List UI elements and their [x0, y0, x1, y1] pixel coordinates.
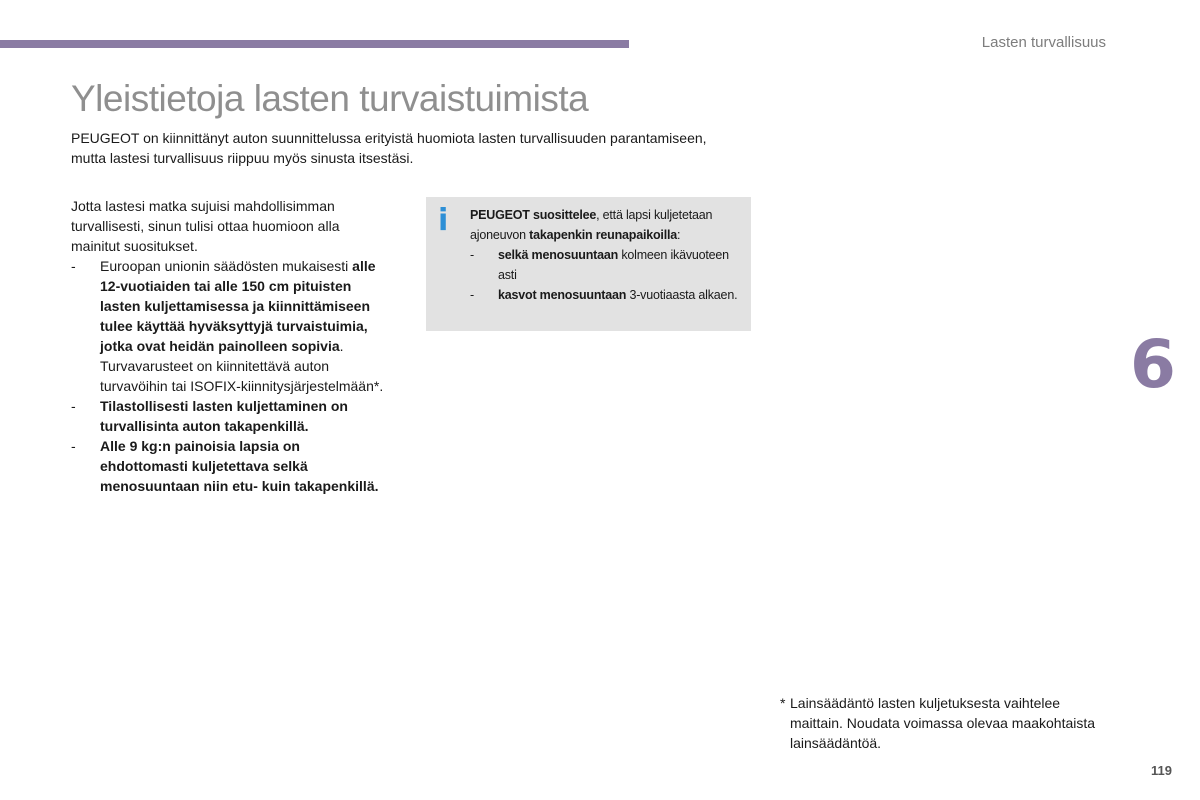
info-list: [470, 245, 746, 305]
bullet-emphasis: Alle 9 kg:n painoisia lapsia on ehdottomasti kuljetettava selkä menosuuntaan niin etu- kuin takapenkillä.: [100, 438, 379, 494]
page-number: 119: [1151, 763, 1172, 778]
intro-paragraph: PEUGEOT on kiinnittänyt auton suunnittelussa erityistä huomiota lasten turvallisuuden parantamiseen, mutta lastesi turvallisuus riippuu myös sinusta itsestäsi.: [71, 130, 707, 166]
recommendation-list: [71, 256, 391, 496]
info-emphasis: kasvot menosuuntaan: [498, 288, 627, 302]
info-emphasis: selkä menosuuntaan: [498, 248, 619, 262]
bullet-dash: -: [71, 438, 76, 454]
bullet-dash: -: [71, 258, 76, 274]
info-text-part: 3-vuotiaasta alkaen.: [626, 288, 738, 302]
lead-paragraph: Jotta lastesi matka sujuisi mahdollisimman turvallisesti, sinun tulisi ottaa huomioon alla mainitut suositukset.: [71, 198, 340, 254]
info-box: [426, 197, 751, 331]
list-item: [470, 285, 746, 305]
bullet-dash: -: [470, 248, 474, 262]
bullet-text: Euroopan unionin säädösten mukaisesti: [100, 258, 353, 274]
list-item: [71, 436, 391, 496]
page-title: Yleistietoja lasten turvaistuimista: [71, 78, 589, 119]
footnote-marker: *: [780, 695, 786, 711]
main-column: [71, 196, 391, 496]
header-rule: [0, 40, 629, 48]
bullet-text: . Turvavarusteet on kiinnitettävä auton turvavöihin tai ISOFIX-kiinnitysjärjestelmään*.: [100, 338, 384, 394]
info-text-part: , että lapsi kuljetetaan ajoneuvon: [470, 208, 713, 242]
info-text: [470, 205, 746, 305]
info-text-part: kolmeen ikävuoteen asti: [498, 248, 729, 282]
info-icon: i: [438, 203, 449, 238]
list-item: [71, 396, 391, 436]
chapter-number: 6: [1130, 326, 1176, 403]
bullet-emphasis: Tilastollisesti lasten kuljettaminen on turvallisinta auton takapenkillä.: [100, 398, 348, 434]
footnote-text: Lainsäädäntö lasten kuljetuksesta vaihtelee maittain. Noudata voimassa olevaa maakohtaista lainsäädäntöä.: [790, 695, 1096, 751]
bullet-emphasis: alle 12-vuotiaiden tai alle 150 cm pituisten lasten kuljettamisessa ja kiinnittämiseen tulee käyttää hyväksyttyjä turvaistuimia, jotka ovat heidän painolleen sopivia: [100, 258, 376, 354]
info-emphasis: PEUGEOT suosittelee: [470, 208, 597, 222]
bullet-dash: -: [470, 288, 474, 302]
info-intro: [470, 205, 746, 245]
list-item: [71, 256, 391, 396]
footnote: [780, 693, 1110, 753]
info-emphasis: takapenkin reunapaikoilla: [529, 228, 678, 242]
bullet-dash: -: [71, 398, 76, 414]
list-item: [470, 245, 746, 285]
info-text-part: :: [677, 228, 681, 242]
section-header: Lasten turvallisuus: [981, 34, 1106, 51]
